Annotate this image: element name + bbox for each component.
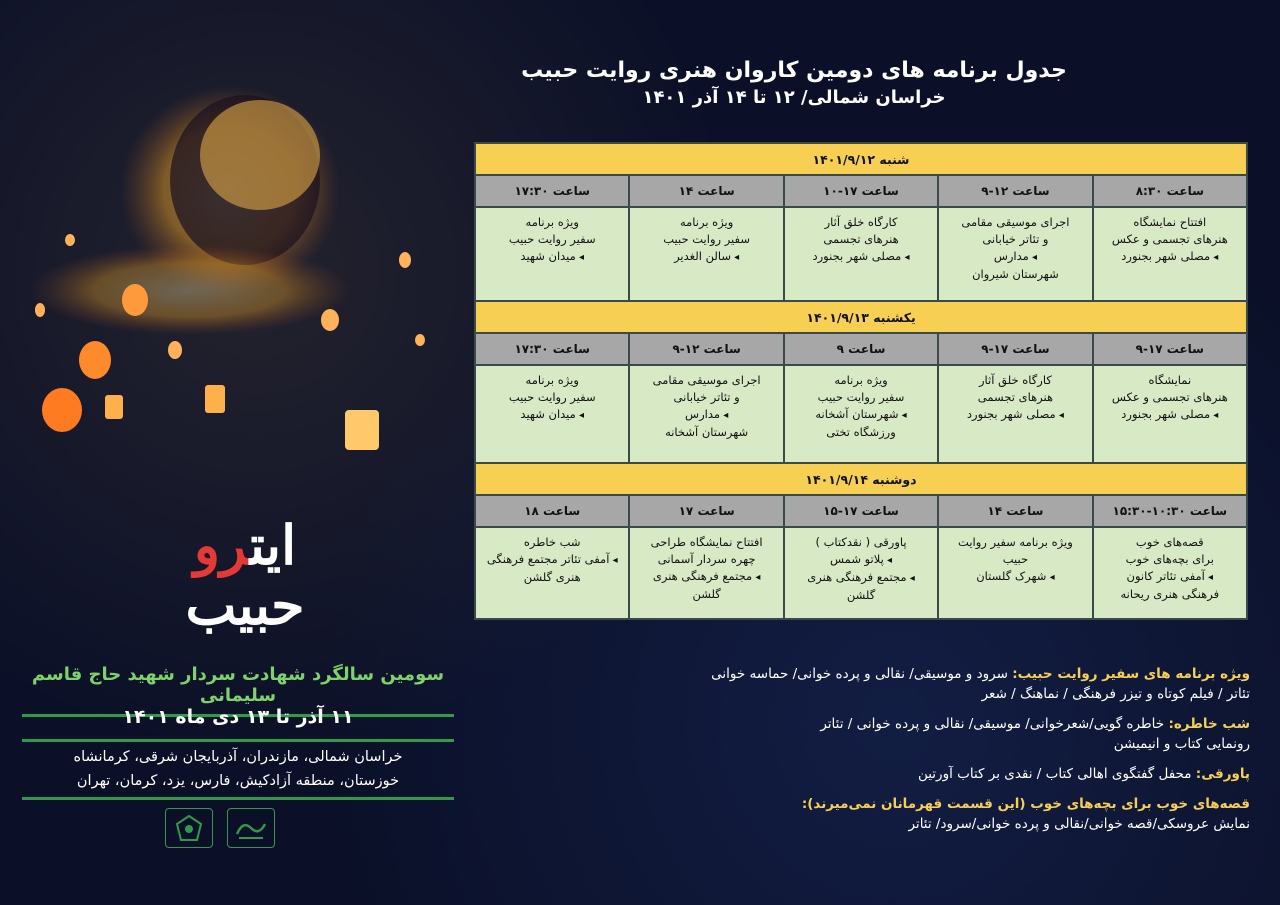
event-cell <box>784 365 938 463</box>
note-text: خاطره گویی/شعرخوانی/ موسیقی/ نقالی و پرده خوانی / تئاتر <box>820 716 1165 732</box>
calligraphy-icon <box>235 816 267 840</box>
slot-time: ساعت ۹ <box>784 333 938 365</box>
note-pavaraghi <box>660 764 1250 784</box>
event-location-detail: ورزشگاه تختی <box>826 425 896 439</box>
event-cell <box>475 365 629 463</box>
slot-time: ساعت ۱۴ <box>629 175 783 207</box>
event-title-line: ویژه برنامه سفیر روایت <box>958 535 1073 549</box>
slot-time: ساعت ۱۲-۹ <box>938 175 1092 207</box>
slot-time: ساعت ۱۰:۳۰-۱۵:۳۰ <box>1093 495 1247 527</box>
slot-time: ساعت ۱۷-۹ <box>1093 333 1247 365</box>
slot-time: ساعت ۱۷:۳۰ <box>475 175 629 207</box>
slot-time: ساعت ۱۸ <box>475 495 629 527</box>
event-title-line: ویژه برنامه <box>525 215 579 229</box>
event-title-line: هنرهای تجسمی و عکس <box>1111 232 1228 246</box>
event-cell <box>1093 207 1247 301</box>
note-text-2: رونمایی کتاب و انیمیشن <box>1113 736 1250 752</box>
sponsor-logos <box>165 808 275 848</box>
event-title-line: افتتاح نمایشگاه طراحی <box>650 535 763 549</box>
note-key: ویژه برنامه های سفیر روایت حبیب: <box>1012 666 1250 682</box>
note-safir <box>660 664 1250 704</box>
festival-dates: ۱۱ آذر تا ۱۳ دی ماه ۱۴۰۱ <box>122 706 354 728</box>
event-title-line: کارگاه خلق آثار <box>824 215 898 229</box>
schedule-table <box>474 142 1248 620</box>
slot-time: ساعت ۱۷-۱۵ <box>784 495 938 527</box>
event-title-line: ویژه برنامه <box>679 215 734 229</box>
schedule-header <box>474 58 1254 108</box>
event-location: ◂ آمفی تئاتر کانون <box>1098 568 1242 586</box>
page-subtitle: خراسان شمالی/ ۱۲ تا ۱۴ آذر ۱۴۰۱ <box>642 87 946 108</box>
note-key: پاورقی: <box>1195 766 1250 782</box>
event-location: ◂ مصلی شهر بجنورد <box>1098 406 1242 424</box>
event-title-line: اجرای موسیقی مقامی <box>961 215 1070 229</box>
note-text-2: تئاتر / فیلم کوتاه و تیزر فرهنگی / نماهنگ / شعر <box>981 686 1250 702</box>
event-title-line: نمایشگاه <box>1148 373 1192 387</box>
note-text: محفل گفتگوی اهالی کتاب / نقدی بر کتاب آورتین <box>917 766 1192 782</box>
page-title: جدول برنامه های دومین کاروان هنری روایت حبیب <box>521 58 1067 83</box>
time-row <box>475 495 1247 527</box>
time-row <box>475 333 1247 365</box>
event-location-detail: گلشن <box>692 587 721 601</box>
note-ghesseh <box>660 794 1250 834</box>
event-location-detail: هنری گلشن <box>523 570 581 584</box>
event-location: ◂ میدان شهید <box>480 406 624 424</box>
event-cell <box>475 527 629 619</box>
event-title-line: چهره سردار آسمانی <box>657 552 756 566</box>
event-cell <box>629 365 783 463</box>
event-title-line: و تئاتر خیابانی <box>673 390 740 404</box>
event-title-line: اجرای موسیقی مقامی <box>652 373 761 387</box>
event-location-detail: شهرستان آشخانه <box>665 425 749 439</box>
event-cell <box>784 207 938 301</box>
day-date: دوشنبه ۱۴۰۱/۹/۱۴ <box>475 463 1247 495</box>
provinces-line-1: خراسان شمالی، مازندران، آذربایجان شرقی، کرمانشاه <box>73 749 403 765</box>
note-shab-khatereh <box>660 714 1250 754</box>
lantern-portrait-illustration <box>10 60 460 460</box>
event-cell <box>784 527 938 619</box>
event-location: ◂ مصلی شهر بجنورد <box>1098 248 1242 266</box>
day-header-row <box>475 301 1247 333</box>
slot-time: ساعت ۱۷:۳۰ <box>475 333 629 365</box>
day-header-row <box>475 143 1247 175</box>
emblem-icon <box>174 814 204 842</box>
event-title-line: هنرهای تجسمی <box>977 390 1054 404</box>
event-location: ◂ شهرک گلستان <box>943 568 1087 586</box>
event-location: ◂ آمفی تئاتر مجتمع فرهنگی <box>480 551 624 569</box>
anniversary-title: سومین سالگرد شهادت سردار شهید حاج قاسم سلیمانی <box>22 664 454 717</box>
day-date: یکشنبه ۱۴۰۱/۹/۱۳ <box>475 301 1247 333</box>
event-location: ◂ مصلی شهر بجنورد <box>943 406 1087 424</box>
event-location-detail: گلشن <box>846 588 876 602</box>
event-cell <box>938 527 1092 619</box>
note-text: سرود و موسیقی/ نقالی و پرده خوانی/ حماسه خوانی <box>711 666 1008 682</box>
sponsor-logo-calligraphy <box>227 808 275 848</box>
slot-time: ساعت ۱۷-۱۰ <box>784 175 938 207</box>
event-title-line: و تئاتر خیابانی <box>982 232 1049 246</box>
event-cell <box>629 527 783 619</box>
event-title-line: سفیر روایت حبیب <box>508 232 596 246</box>
event-location: ◂ مدارس <box>943 248 1087 266</box>
event-title-line: سفیر روایت حبیب <box>663 232 750 246</box>
event-location: ◂ شهرستان آشخانه <box>789 406 933 424</box>
day-date: شنبه ۱۴۰۱/۹/۱۲ <box>475 143 1247 175</box>
note-text-2: نمایش عروسکی/قصه خوانی/نقالی و پرده خوانی/سرود/ تئاتر <box>908 816 1250 832</box>
event-cell <box>1093 365 1247 463</box>
divider <box>22 797 454 800</box>
poster-panel <box>0 0 470 905</box>
event-title-line: هنرهای تجسمی و عکس <box>1111 390 1228 404</box>
event-title-line: برای بچه‌های خوب <box>1125 552 1214 566</box>
slot-time: ساعت ۱۴ <box>938 495 1092 527</box>
event-cell <box>1093 527 1247 619</box>
festival-logo <box>150 515 340 650</box>
event-title-line: حبیب <box>1002 552 1029 566</box>
sponsor-logo-emblem <box>165 808 213 848</box>
event-title-line: افتتاح نمایشگاه <box>1133 215 1207 229</box>
event-location: ◂ پلاتو شمس <box>789 551 933 569</box>
slot-time: ساعت ۸:۳۰ <box>1093 175 1247 207</box>
day-header-row <box>475 463 1247 495</box>
events-row <box>475 207 1247 301</box>
event-cell <box>475 207 629 301</box>
slot-time: ساعت ۱۷ <box>629 495 783 527</box>
slot-time: ساعت ۱۲-۹ <box>629 333 783 365</box>
time-row <box>475 175 1247 207</box>
event-title-line: سفیر روایت حبیب <box>508 390 596 404</box>
event-location: ◂ مجتمع فرهنگی هنری <box>634 568 778 586</box>
event-location: ◂ میدان شهید <box>480 248 624 266</box>
events-row <box>475 365 1247 463</box>
event-title-line: هنرهای تجسمی <box>823 232 899 246</box>
note-key: قصه‌های خوب برای بچه‌های خوب (این قسمت قهرمانان نمی‌میرند): <box>801 796 1250 812</box>
event-cell <box>629 207 783 301</box>
logo-white-part: ایت <box>249 513 297 577</box>
program-notes <box>660 664 1250 844</box>
events-row <box>475 527 1247 619</box>
event-location: ◂ سالن الغدیر <box>634 248 778 266</box>
provinces-line-2: خوزستان، منطقه آزادکیش، فارس، یزد، کرمان، تهران <box>76 773 400 789</box>
logo-red-part: رو <box>193 513 250 577</box>
note-key: شب خاطره: <box>1168 716 1250 732</box>
event-location: ◂ مدارس <box>634 406 778 424</box>
divider <box>22 739 454 742</box>
event-cell <box>938 365 1092 463</box>
event-location-detail: فرهنگی هنری ریحانه <box>1120 587 1220 601</box>
logo-line-2: حبیب <box>185 573 305 637</box>
event-title-line: پاورقی ( نقدکتاب ) <box>815 535 907 549</box>
event-title-line: کارگاه خلق آثار <box>979 373 1052 387</box>
event-location-2: ◂ مجتمع فرهنگی هنری <box>789 569 933 587</box>
event-title-line: سفیر روایت حبیب <box>817 390 905 404</box>
event-title-line: قصه‌های خوب <box>1135 535 1204 549</box>
event-title-line: ویژه برنامه <box>525 373 579 387</box>
event-location: ◂ مصلی شهر بجنورد <box>789 248 933 266</box>
event-cell <box>938 207 1092 301</box>
event-title-line: شب خاطره <box>523 535 581 549</box>
provinces-list <box>22 745 454 793</box>
event-title-line: ویژه برنامه <box>834 373 888 387</box>
event-location-detail: شهرستان شیروان <box>972 267 1059 281</box>
slot-time: ساعت ۱۷-۹ <box>938 333 1092 365</box>
